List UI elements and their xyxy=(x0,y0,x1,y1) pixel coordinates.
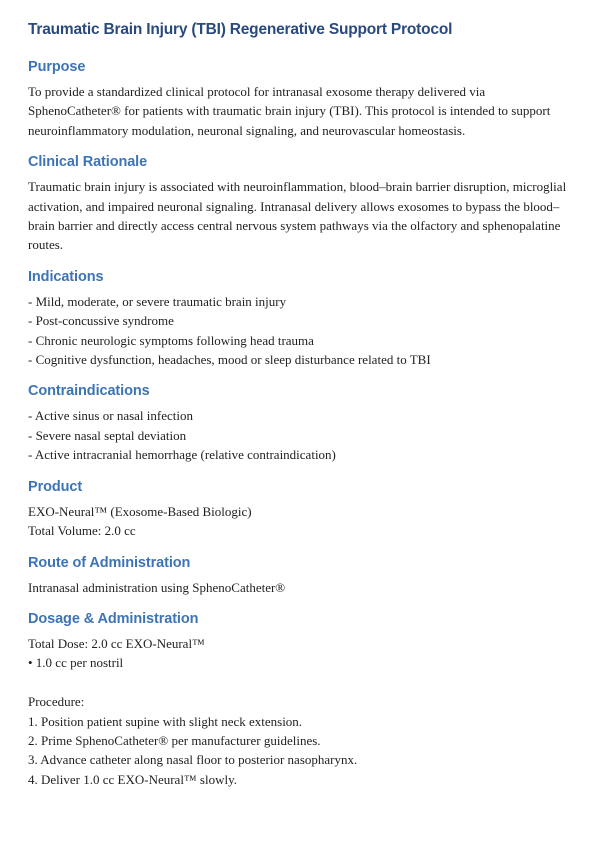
procedure-step: 4. Deliver 1.0 cc EXO-Neural™ slowly. xyxy=(28,771,238,787)
dosage-administration-heading: Dosage & Administration xyxy=(28,610,199,627)
procedure-step: 3. Advance catheter along nasal floor to posterior nasopharynx. xyxy=(28,752,358,768)
section-clinical-rationale xyxy=(28,153,574,255)
dosage-total-dose-line: Total Dose: 2.0 cc EXO-Neural™ xyxy=(28,635,205,651)
procedure-label: Procedure: xyxy=(28,694,85,710)
purpose-heading: Purpose xyxy=(28,59,86,75)
route-of-administration-heading: Route of Administration xyxy=(28,554,191,571)
indication-item: - Cognitive dysfunction, headaches, mood or sleep disturbance related to TBI xyxy=(28,352,431,368)
indication-item: - Post-concussive syndrome xyxy=(28,313,174,329)
procedure-step: 1. Position patient supine with slight neck extension. xyxy=(28,713,303,729)
clinical-rationale-heading: Clinical Rationale xyxy=(28,154,148,171)
section-dosage-administration xyxy=(28,610,574,789)
purpose-paragraph: To provide a standardized clinical protocol for intranasal exosome therapy delivered via SphenoCatheter® for patients with traumatic brain injury (TBI). This protocol is intended to support neuroinflammatory modulation, neuronal signaling, and neurovascular homeostasis. xyxy=(28,84,551,138)
indications-heading: Indications xyxy=(28,268,104,285)
section-contraindications xyxy=(28,382,574,464)
blank-line xyxy=(28,673,574,692)
indication-item: - Chronic neurologic symptoms following head trauma xyxy=(28,332,314,348)
product-name-line: EXO-Neural™ (Exosome-Based Biologic) xyxy=(28,503,252,519)
indication-item: - Mild, moderate, or severe traumatic brain injury xyxy=(28,293,287,309)
document-title: Traumatic Brain Injury (TBI) Regenerative Support Protocol xyxy=(28,21,453,38)
contraindications-heading: Contraindications xyxy=(28,383,150,400)
section-indications xyxy=(28,268,574,370)
product-volume-line: Total Volume: 2.0 cc xyxy=(28,523,136,539)
section-purpose xyxy=(28,58,574,140)
route-line: Intranasal administration using SphenoCatheter® xyxy=(28,579,286,595)
contraindication-item: - Active sinus or nasal infection xyxy=(28,408,193,424)
contraindication-item: - Active intracranial hemorrhage (relative contraindication) xyxy=(28,447,336,463)
dosage-per-nostril-line: • 1.0 cc per nostril xyxy=(28,655,124,671)
section-route-of-administration xyxy=(28,554,574,597)
procedure-step: 2. Prime SphenoCatheter® per manufacturer guidelines. xyxy=(28,732,321,748)
section-product xyxy=(28,478,574,541)
product-heading: Product xyxy=(28,478,83,495)
clinical-rationale-paragraph: Traumatic brain injury is associated with neuroinflammation, blood–brain barrier disruption, microglial activation, and impaired neuronal signaling. Intranasal delivery allows exosomes to bypass the blood–brain barrier and directly access central nervous system pathways via the olfactory and sphenopalatine routes. xyxy=(28,179,567,253)
contraindication-item: - Severe nasal septal deviation xyxy=(28,427,187,443)
